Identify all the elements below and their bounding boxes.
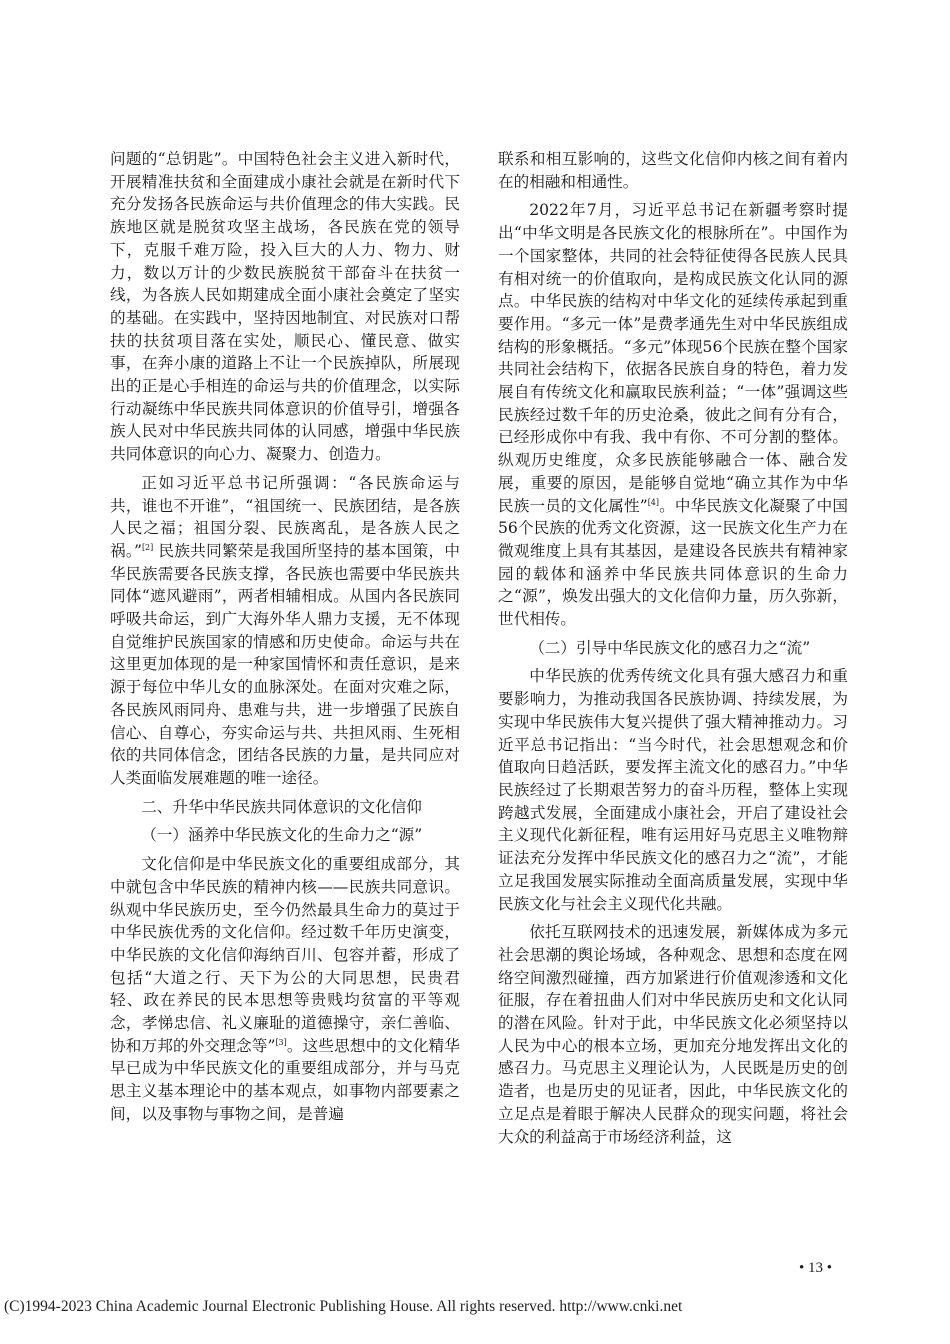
section-heading-2: 二、升华中华民族共同体意识的文化信仰: [141, 797, 422, 816]
paragraph-text: 民族共同繁荣是我国所坚持的基本国策，中华民族需要各民族支撑，各民族也需要中华民族共同体“遮风避雨”，两者相辅相成。从国内各民族同呼吸共命运，到广大海外华人鼎力支援，无不体现自觉维护民族国家的情感和历史使命。命运与共在这里更加体现的是一种家国情怀和责任意识，是来源于每位中华儿女的血脉深处。在面对灾难之际，各民族风雨同舟、患难与共，进一步增强了民族自信心、自尊心，夯实命运与共、共担风雨、生死相依的共同体信念，团结各民族的力量，是共同应对人类面临发展难题的唯一途径。: [110, 541, 460, 787]
paragraph-xinjiang: [498, 199, 848, 630]
paragraph-text: 。中华民族文化凝聚了中国56个民族的优秀文化资源，这一民族文化生产力在微观维度上具有其基因，是建设各民族共有精神家园的载体和涵养中华民族共同体意识的生命力之“源”，焕发出强大的文化信仰力量，历久弥新，世代相传。: [498, 496, 848, 629]
paragraph-text: 文化信仰是中华民族文化的重要组成部分，其中就包含中华民族的精神内核——民族共同意识。纵观中华民族历史，至今仍然最具生命力的莫过于中华民族优秀的文化信仰。经过数千年历史演变，中华民族的文化信仰海纳百川、包容并蓄，形成了包括“大道之行、天下为公的大同思想，民贵君轻、政在养民的民本思想等贵贱均贫富的平等观念，孝悌忠信、礼义廉耻的道德操守，亲仁善临、协和万邦的外交理念等”: [110, 855, 460, 1055]
paragraph-new-media: 依托互联网技术的迅速发展，新媒体成为多元社会思潮的舆论场域，各种观念、思想和态度在网络空间激烈碰撞，西方加紧进行价值观渗透和文化征服，存在着扭曲人们对中华民族历史和文化认同的潜在风险。针对于此，中华民族文化必须坚持以人民为中心的根本立场，更加充分地发挥出文化的感召力。马克思主义理论认为，人民既是历史的创造者，也是历史的见证者，因此，中华民族文化的立足点是着眼于解决人民群众的现实问题，将社会大众的利益高于市场经济利益，这: [498, 923, 848, 1146]
footnote-ref-2: [2]: [141, 542, 154, 552]
paragraph-text: 。这些思想中的文化精华早已成为中华民族文化的重要组成部分，并与马克思主义基本理论中的基本观点，如事物内部要素之间，以及事物与事物之间，是普遍: [110, 1036, 460, 1123]
paragraph-appeal: 中华民族的优秀传统文化具有强大感召力和重要影响力，为推动我国各民族协调、持续发展，为实现中华民族伟大复兴提供了强大精神推动力。习近平总书记指出：“当今时代，社会思想观念和价值取向日趋活跃，要发挥主流文化的感召力。”中华民族经过了长期艰苦努力的奋斗历程，整体上实现跨越式发展，全面建成小康社会，开启了建设社会主义现代化新征程，唯有运用好马克思主义唯物辩证法充分发挥中华民族文化的感召力之“流”，才能立足我国发展实际推动全面高质量发展，实现中华民族文化与社会主义现代化共融。: [498, 667, 848, 913]
paragraph-text: 正如习近平总书记所强调：“各民族命运与共，谁也不开谁”，“祖国统一、民族团结，是各族人民之福；祖国分裂、民族离乱，是各族人民之祸。”: [110, 473, 460, 560]
paragraph-quote-unity: [110, 472, 460, 790]
footnote-ref-4: [4]: [647, 497, 660, 507]
right-column: [498, 148, 848, 1148]
footnote-ref-3: [3]: [275, 1037, 287, 1047]
subsection-heading-1: （一）涵养中华民族文化的生命力之“源”: [141, 826, 423, 845]
paragraph-text: 2022年7月，习近平总书记在新疆考察时提出“中华文明是各民族文化的根脉所在”。中国作为一个国家整体，共同的社会特征使得各民族人民具有相对统一的价值取向，是构成民族文化认同的源点。中华民族的结构对中华文化的延续传承起到重要作用。“多元一体”是费孝通先生对中华民族组成结构的形象概括。“多元”体现56个民族在整个国家共同社会结构下，依据各民族自身的特色，着力发展自有传统文化和赢取民族利益；“一体”强调这些民族经过数千年的历史沧桑，彼此之间有分有合，已经形成你中有我、我中有你、不可分割的整体。纵观历史维度，众多民族能够融合一体、融合发展，重要的原因，是能够自觉地“确立其作为中华民族一员的文化属性”: [498, 201, 848, 515]
page-number: • 13 •: [798, 1260, 832, 1276]
copyright-footer: (C)1994-2023 China Academic Journal Electronic Publishing House. All rights reserved. http://www.cnki.net: [4, 1298, 683, 1315]
subsection-heading-2: （二）引导中华民族文化的感召力之“流”: [529, 638, 811, 657]
paragraph-cultural-belief: [110, 853, 460, 1125]
paragraph-continued: 联系和相互影响的，这些文化信仰内核之间有着内在的相融和相通性。: [498, 150, 848, 191]
left-column: [110, 148, 460, 1126]
paragraph-continued: 问题的“总钥匙”。中国特色社会主义进入新时代，开展精准扶贫和全面建成小康社会就是在新时代下充分发扬各民族命运与共价值理念的伟大实践。民族地区就是脱贫攻坚主战场，各民族在党的领导下，克服千难万险，投入巨大的人力、物力、财力，数以万计的少数民族脱贫干部奋斗在扶贫一线，为各族人民如期建成全面小康社会奠定了坚实的基础。在实践中，坚持因地制宜、对民族对口帮扶的扶贫项目落在实处，顺民心、懂民意、做实事，在奔小康的道路上不让一个民族掉队，所展现出的正是心手相连的命运与共的价值理念，以实际行动凝练中华民族共同体意识的价值导引，增强各族人民对中华民族共同体的认同感，增强中华民族共同体意识的向心力、凝聚力、创造力。: [110, 150, 460, 464]
